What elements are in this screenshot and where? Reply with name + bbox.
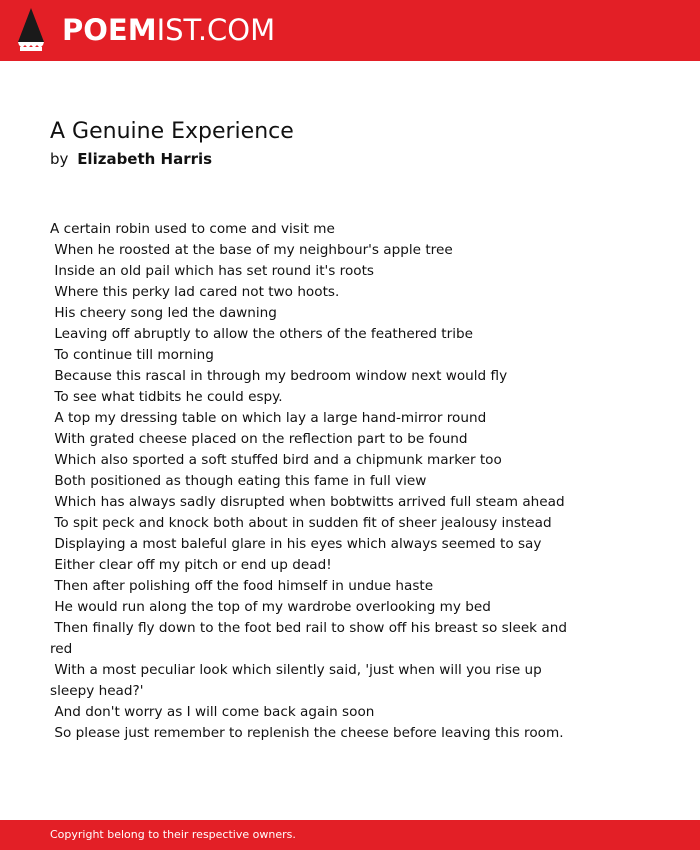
poem-line: To see what tidbits he could espy. [50,389,283,405]
copyright-notice: Copyright belong to their respective owners. [50,828,296,841]
byline [50,149,212,169]
poem-line: To spit peck and knock both about in sudden fit of sheer jealousy instead [50,515,552,531]
poem-line: Leaving off abruptly to allow the others of the feathered tribe [50,326,473,342]
poem-line: His cheery song led the dawning [50,305,277,321]
author-name: Elizabeth Harris [77,150,213,168]
pen-nib-icon [16,8,46,52]
by-label: by [50,150,69,168]
poem-body [50,219,590,744]
logo-text-light: IST.COM [156,13,276,47]
site-logo[interactable] [62,12,275,48]
poem-line: A certain robin used to come and visit me [50,221,335,237]
poem-line: Both positioned as though eating this fame in full view [50,473,427,489]
site-footer [0,820,700,850]
site-header [0,0,700,61]
poem-line: Which also sported a soft stuffed bird and a chipmunk marker too [50,452,502,468]
poem-line: A top my dressing table on which lay a large hand-mirror round [50,410,487,426]
poem-line: Either clear off my pitch or end up dead! [50,557,332,573]
poem-line: Displaying a most baleful glare in his eyes which always seemed to say [50,536,542,552]
poem-line: With grated cheese placed on the reflection part to be found [50,431,468,447]
poem-line: Inside an old pail which has set round it's roots [50,263,375,279]
poem-line: Then after polishing off the food himself in undue haste [50,578,434,594]
poem-line: With a most peculiar look which silently said, 'just when will you rise up sleepy head?' [50,662,547,699]
poem-line: So please just remember to replenish the cheese before leaving this room. [50,725,564,741]
poem-line: Where this perky lad cared not two hoots. [50,284,340,300]
poem-line: And don't worry as I will come back again soon [50,704,375,720]
poem-line: Because this rascal in through my bedroom window next would fly [50,368,508,384]
poem-line: Which has always sadly disrupted when bobtwitts arrived full steam ahead [50,494,565,510]
poem-line: Then finally fly down to the foot bed rail to show off his breast so sleek and red [50,620,572,657]
poem-line: He would run along the top of my wardrobe overlooking my bed [50,599,491,615]
poem-line: When he roosted at the base of my neighbour's apple tree [50,242,453,258]
logo-text-bold: POEM [62,13,157,47]
poem-line: To continue till morning [50,347,214,363]
poem-title: A Genuine Experience [50,119,294,144]
